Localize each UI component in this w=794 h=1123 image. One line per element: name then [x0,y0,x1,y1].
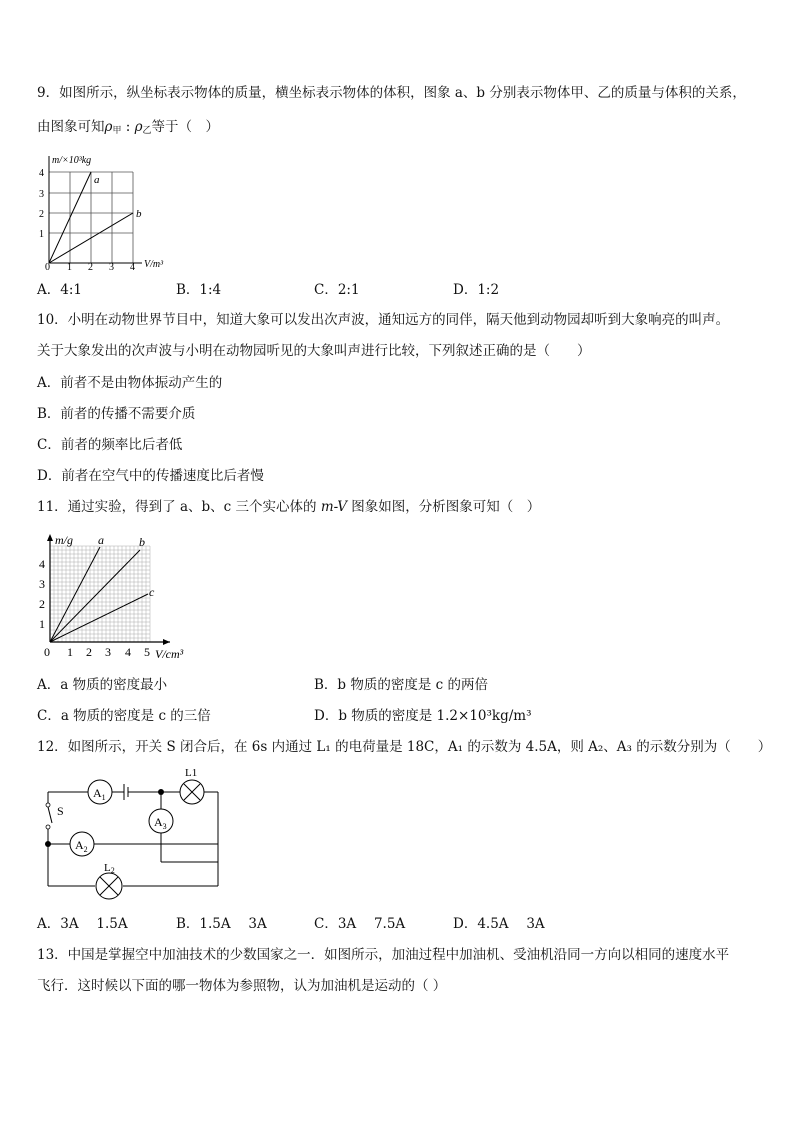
q9-option-c[interactable]: C．2:1 [314,282,360,298]
q10-stem-line1: 10．小明在动物世界节目中，知道大象可以发出次声波，通知远方的同伴，隔天他到动物园却听到大象响亮的叫声。 [37,312,730,328]
q12-circuit-diagram [40,765,230,905]
x-tick-4: 4 [130,262,135,272]
q11-mv: m-V [320,499,347,515]
q9-stem-line2 [37,118,219,140]
lamp-l2-label: L2 [104,862,115,875]
y-tick-4: 4 [39,168,44,179]
rho-sub-yi: 乙 [142,126,152,136]
x-tick-2: 2 [86,645,92,659]
q10-option-b[interactable]: B．前者的传播不需要介质 [37,406,196,422]
q11-option-b[interactable]: B．b 物质的密度是 c 的两倍 [314,677,488,693]
label-a: a [94,174,100,186]
label-c: c [149,585,155,599]
q11-option-c[interactable]: C．a 物质的密度是 c 的三倍 [37,708,211,724]
ammeter-a3-label: $A_3$ [154,815,167,831]
y-tick-2: 2 [39,209,44,220]
q9-option-b[interactable]: B．1:4 [176,282,222,298]
q12-stem: 12．如图所示，开关 S 闭合后，在 6s 内通过 L₁ 的电荷量是 18C，A₁ 的示数为 4.5A，则 A₂、A₃ 的示数分别为（ ） [37,739,772,755]
q10-option-d[interactable]: D．前者在空气中的传播速度比后者慢 [37,468,264,484]
x-tick-3: 3 [109,262,114,272]
q12-option-c[interactable]: C．3A 7.5A [314,916,406,932]
y-axis-label: m/g [55,533,73,547]
x-tick-1: 1 [67,262,72,272]
x-tick-2: 2 [88,262,93,272]
q9-mass-volume-graph [30,150,180,272]
q9-stem-line1: 9．如图所示，纵坐标表示物体的质量，横坐标表示物体的体积，图象 a、b 分别表示物体甲、乙的质量与体积的关系， [37,85,746,101]
x-tick-3: 3 [105,645,111,659]
q11-mass-volume-graph [30,530,210,666]
label-a: a [98,533,104,547]
y-tick-1: 1 [39,617,45,631]
y-axis-label: m/×10³kg [52,155,92,166]
label-b: b [136,208,142,220]
y-tick-2: 2 [39,597,45,611]
rho-symbol: ρ [104,119,113,135]
x-tick-4: 4 [125,645,131,659]
q11-option-d[interactable]: D．b 物质的密度是 1.2×10³kg/m³ [314,708,532,724]
ratio-colon: : [121,119,135,135]
q10-option-c[interactable]: C．前者的频率比后者低 [37,437,183,453]
y-tick-3: 3 [39,189,44,200]
x-tick-1: 1 [67,645,73,659]
q9-option-d[interactable]: D．1:2 [453,282,500,298]
ammeter-a1-label: $A_1$ [93,786,106,802]
q11-stem-pre: 11．通过实验，得到了 a、b、c 三个实心体的 [37,499,321,515]
x-tick-0: 0 [45,262,50,272]
q9-stem-post: 等于（ ） [151,119,220,135]
q11-option-a[interactable]: A．a 物质的密度最小 [37,677,168,693]
x-tick-5: 5 [144,645,150,659]
q11-stem [37,498,540,516]
y-tick-1: 1 [39,229,44,240]
q11-stem-post: 图象如图，分析图象可知（ ） [346,499,541,515]
x-axis-label: V/cm³ [155,647,184,661]
q9-option-a[interactable]: A．4:1 [37,282,82,298]
q10-option-a[interactable]: A．前者不是由物体振动产生的 [37,375,223,391]
q12-option-a[interactable]: A．3A 1.5A [37,916,128,932]
x-tick-0: 0 [44,645,50,659]
ammeter-a2-label: $A_2$ [75,838,88,854]
rho-sub-jia: 甲 [112,126,122,136]
q10-stem-line2: 关于大象发出的次声波与小明在动物园听见的大象叫声进行比较，下列叙述正确的是（ ） [37,343,591,359]
lamp-l1-label: L1 [185,767,198,779]
switch-label: S [57,804,64,818]
rho-symbol-2: ρ [134,119,143,135]
line-b [50,550,140,642]
q12-option-d[interactable]: D．4.5A 3A [453,916,545,932]
q12-option-b[interactable]: B．1.5A 3A [176,916,267,932]
q13-stem-line1: 13．中国是掌握空中加油技术的少数国家之一．如图所示，加油过程中加油机、受油机沿同一方向以相同的速度水平 [37,947,730,963]
label-b: b [139,535,145,549]
q13-stem-line2: 飞行．这时候以下面的哪一物体为参照物，认为加油机是运动的（ ） [37,978,447,994]
y-tick-3: 3 [39,577,45,591]
x-axis-label: V/m³ [144,259,164,270]
y-tick-4: 4 [39,557,45,571]
q9-stem-pre: 由图象可知 [37,119,105,135]
line-a [50,547,100,642]
